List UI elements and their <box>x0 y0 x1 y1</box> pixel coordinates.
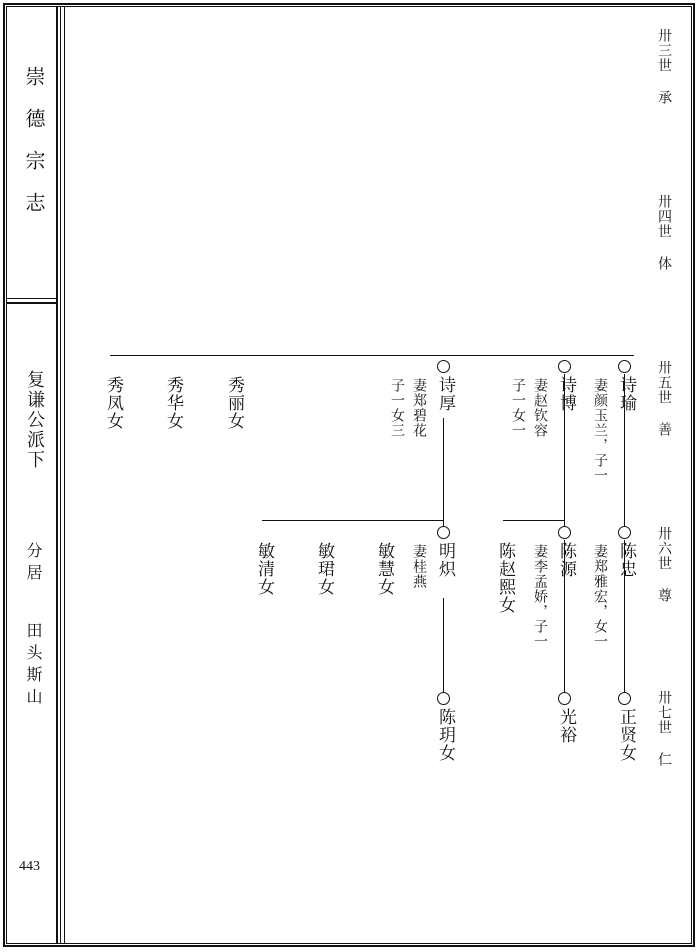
person-shibo: 诗博 <box>556 376 576 412</box>
person-shiyu: 诗瑜 <box>616 376 636 412</box>
sidebar-hsep-2 <box>6 302 56 304</box>
gen-37-char: 仁 <box>656 752 672 766</box>
place-name: 田头斯山 <box>24 622 43 710</box>
gen-33-label: 卅三世 <box>656 28 672 73</box>
marker-mingchi <box>437 526 450 539</box>
marker-shiyu <box>618 360 631 373</box>
person-minhui: 敏慧女 <box>374 542 394 596</box>
note-shihou-wife: 妻郑碧花 <box>411 378 427 438</box>
person-zhengxian: 正贤女 <box>616 708 636 762</box>
person-chenyuan: 陈源 <box>556 542 576 578</box>
marker-chenyue <box>437 692 450 705</box>
sidebar-hsep-1 <box>6 298 56 299</box>
note-chenzhong: 妻郑雅宏，女一 <box>592 544 608 649</box>
note-shihou-children: 子一女三 <box>389 378 405 438</box>
note-shibo-children: 子一女一 <box>510 378 526 438</box>
line-shihou-mingchi <box>443 418 444 526</box>
person-mingchi: 明炽 <box>435 542 455 578</box>
branch-name: 复谦公派下 <box>24 370 45 470</box>
sidebar-divider-1 <box>56 6 58 944</box>
page-number: 443 <box>19 859 40 874</box>
gen-36-label: 卅六世 <box>656 526 672 571</box>
fenju-label: 分居 <box>24 542 43 586</box>
gen-34-char: 体 <box>656 256 672 270</box>
marker-guangyu <box>558 692 571 705</box>
gen36-sibling-line-chenyuan <box>503 520 565 521</box>
sidebar-divider-3 <box>64 6 65 944</box>
person-chenzhong: 陈忠 <box>616 542 636 578</box>
marker-chenzhong <box>618 526 631 539</box>
marker-shibo <box>558 360 571 373</box>
person-xiufeng: 秀凤女 <box>103 376 123 430</box>
gen36-sibling-line-mingchi <box>262 520 444 521</box>
marker-chenyuan <box>558 526 571 539</box>
person-minjun: 敏珺女 <box>314 542 334 596</box>
line-mingchi-chenyue <box>443 598 444 692</box>
gen35-sibling-line <box>110 355 634 356</box>
sidebar-divider-2 <box>60 6 61 944</box>
person-guangyu: 光裕 <box>556 708 576 744</box>
person-minqing: 敏清女 <box>254 542 274 596</box>
person-shihou: 诗厚 <box>435 376 455 412</box>
gen-36-char: 尊 <box>656 588 672 602</box>
marker-shihou <box>437 360 450 373</box>
person-chenzhaoxi: 陈赵熙女 <box>495 542 515 614</box>
note-shiyu: 妻颜玉兰，子一 <box>592 378 608 483</box>
gen-37-label: 卅七世 <box>656 690 672 735</box>
marker-zhengxian <box>618 692 631 705</box>
gen-35-label: 卅五世 <box>656 360 672 405</box>
note-mingchi: 妻桂燕 <box>411 544 427 589</box>
note-shibo-wife: 妻赵钦容 <box>532 378 548 438</box>
page-border-inner <box>6 6 692 944</box>
gen-34-label: 卅四世 <box>656 194 672 239</box>
gen-35-char: 善 <box>656 422 672 436</box>
person-xiuhua: 秀华女 <box>163 376 183 430</box>
person-xiuli: 秀丽女 <box>224 376 244 430</box>
person-chenyue: 陈玥女 <box>435 708 455 762</box>
gen-33-char: 承 <box>656 90 672 104</box>
note-chenyuan: 妻李孟娇，子一 <box>532 544 548 649</box>
book-title: 崇德宗志 <box>22 66 46 234</box>
